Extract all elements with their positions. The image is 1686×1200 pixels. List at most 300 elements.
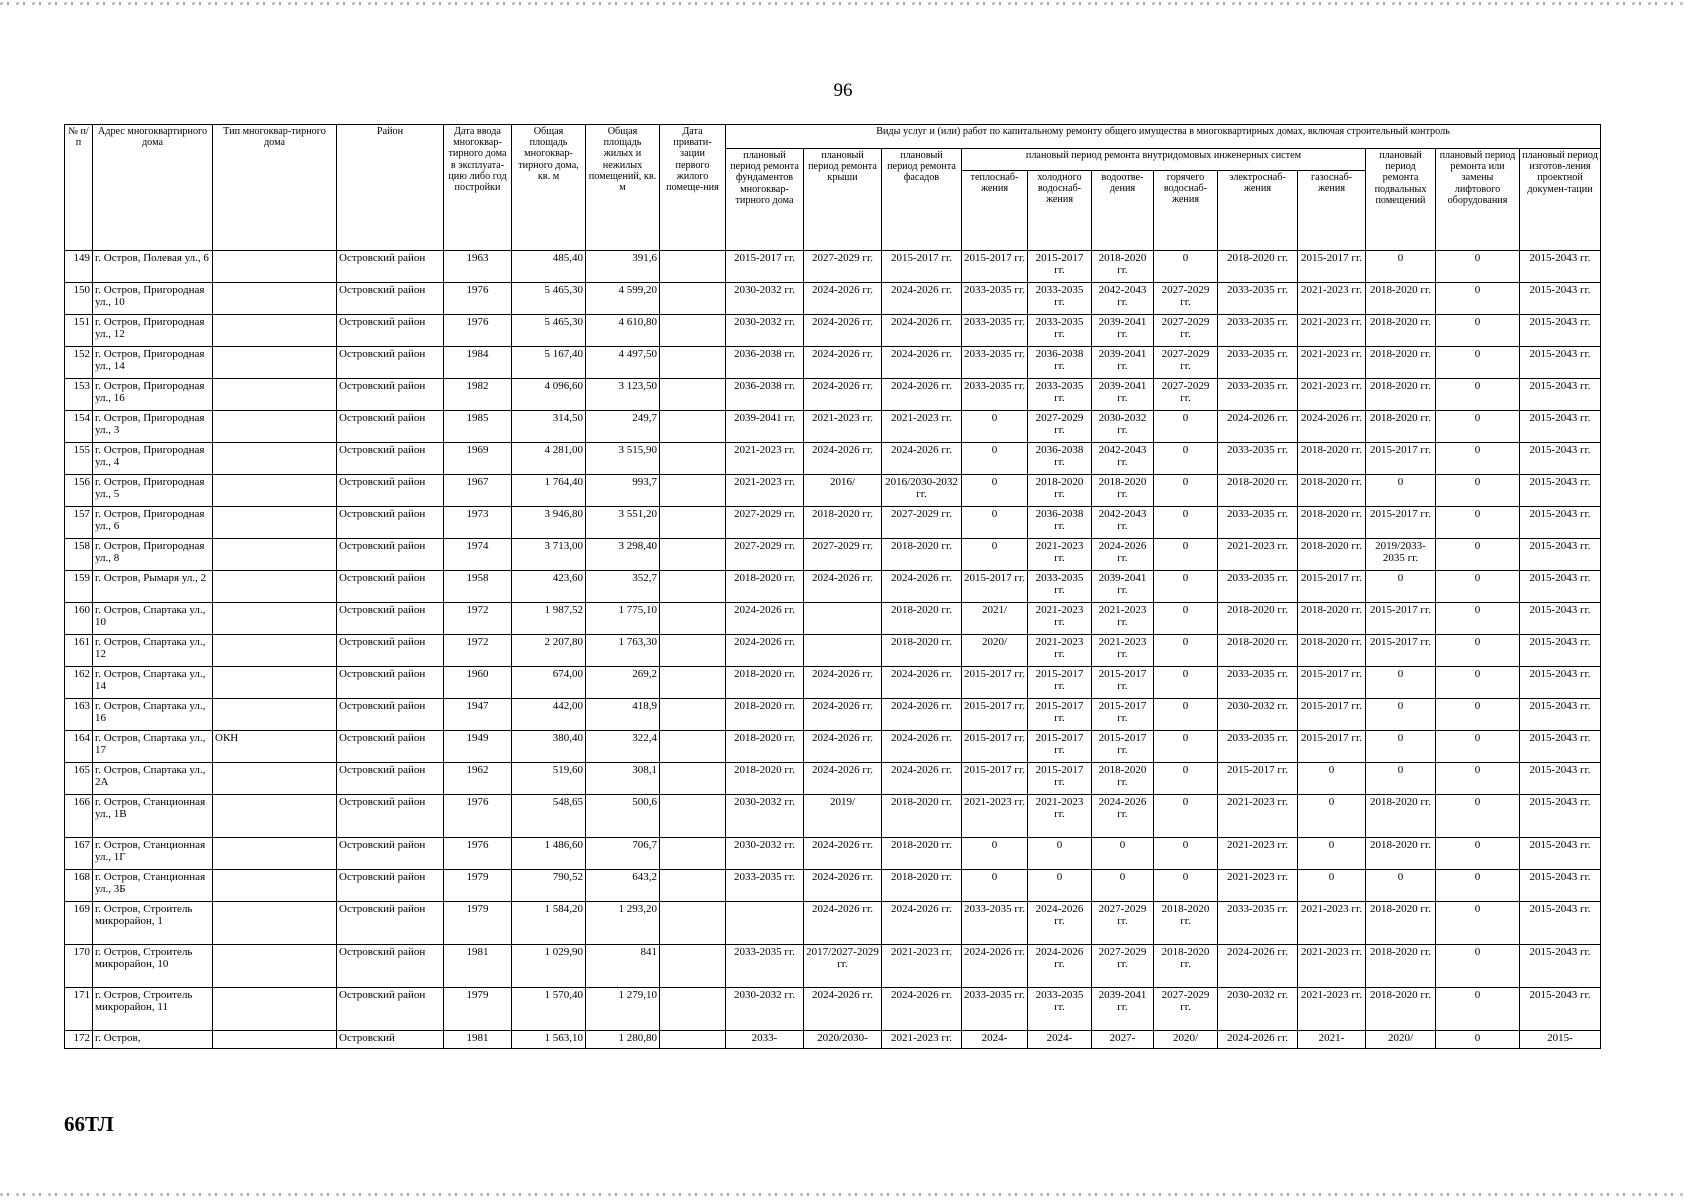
- cell-living-area: 993,7: [586, 475, 660, 507]
- header-hot-water: горячего водоснаб-жения: [1154, 171, 1218, 251]
- cell-foundation: 2030-2032 гг.: [726, 283, 804, 315]
- cell-district: Островский район: [337, 731, 444, 763]
- cell-electric: 2033-2035 гг.: [1218, 667, 1298, 699]
- cell-privatization-date: [660, 443, 726, 475]
- cell-privatization-date: [660, 379, 726, 411]
- cell-roof: 2024-2026 гг.: [804, 731, 882, 763]
- cell-commission-date: 1969: [444, 443, 512, 475]
- cell-heating: 2015-2017 гг.: [962, 667, 1028, 699]
- cell-design-docs: 2015-2043 гг.: [1520, 475, 1601, 507]
- cell-privatization-date: [660, 475, 726, 507]
- cell-basement: 2019/2033-2035 гг.: [1366, 539, 1436, 571]
- cell-foundation: 2030-2032 гг.: [726, 315, 804, 347]
- cell-privatization-date: [660, 763, 726, 795]
- cell-facade: 2016/2030-2032 гг.: [882, 475, 962, 507]
- cell-num: 170: [65, 945, 93, 988]
- header-systems-group: плановый период ремонта внутридомовых инженерных систем: [962, 149, 1366, 171]
- cell-design-docs: 2015-2043 гг.: [1520, 635, 1601, 667]
- cell-cold-water: 2036-2038 гг.: [1028, 507, 1092, 539]
- cell-heating: 2021/: [962, 603, 1028, 635]
- cell-living-area: 269,2: [586, 667, 660, 699]
- cell-gas: 2021-2023 гг.: [1298, 347, 1366, 379]
- cell-address: г. Остров, Пригородная ул., 16: [93, 379, 213, 411]
- cell-elevator: 0: [1436, 988, 1520, 1031]
- cell-heating: 2033-2035 гг.: [962, 283, 1028, 315]
- cell-total-area: 314,50: [512, 411, 586, 443]
- header-facade: плановый период ремонта фасадов: [882, 149, 962, 251]
- cell-hot-water: 0: [1154, 507, 1218, 539]
- cell-drainage: 2024-2026 гг.: [1092, 539, 1154, 571]
- cell-facade: 2018-2020 гг.: [882, 838, 962, 870]
- header-privatization-date: Дата привати-зации первого жилого помеще-ния: [660, 125, 726, 251]
- cell-electric: 2033-2035 гг.: [1218, 507, 1298, 539]
- cell-basement: 0: [1366, 731, 1436, 763]
- cell-basement: 2015-2017 гг.: [1366, 507, 1436, 539]
- cell-address: г. Остров, Станционная ул., 1Г: [93, 838, 213, 870]
- cell-electric: 2033-2035 гг.: [1218, 379, 1298, 411]
- cell-type: [213, 988, 337, 1031]
- cell-heating: 2033-2035 гг.: [962, 315, 1028, 347]
- cell-total-area: 485,40: [512, 251, 586, 283]
- header-drainage: водоотве-дения: [1092, 171, 1154, 251]
- cell-district: Островский район: [337, 945, 444, 988]
- cell-num: 160: [65, 603, 93, 635]
- cell-roof: 2019/: [804, 795, 882, 838]
- cell-total-area: 790,52: [512, 870, 586, 902]
- cell-facade: 2024-2026 гг.: [882, 699, 962, 731]
- cell-privatization-date: [660, 603, 726, 635]
- cell-drainage: 2015-2017 гг.: [1092, 667, 1154, 699]
- cell-basement: 0: [1366, 667, 1436, 699]
- cell-living-area: 643,2: [586, 870, 660, 902]
- table-row: [65, 699, 1601, 731]
- cell-foundation: 2039-2041 гг.: [726, 411, 804, 443]
- cell-heating: 0: [962, 475, 1028, 507]
- cell-heating: 2015-2017 гг.: [962, 699, 1028, 731]
- cell-commission-date: 1981: [444, 1031, 512, 1049]
- cell-basement: 2015-2017 гг.: [1366, 635, 1436, 667]
- cell-roof: 2024-2026 гг.: [804, 838, 882, 870]
- cell-cold-water: 2027-2029 гг.: [1028, 411, 1092, 443]
- cell-num: 153: [65, 379, 93, 411]
- cell-electric: 2024-2026 гг.: [1218, 1031, 1298, 1049]
- cell-foundation: 2018-2020 гг.: [726, 699, 804, 731]
- cell-facade: 2024-2026 гг.: [882, 315, 962, 347]
- table-row: [65, 635, 1601, 667]
- cell-elevator: 0: [1436, 507, 1520, 539]
- cell-foundation: 2021-2023 гг.: [726, 475, 804, 507]
- cell-district: Островский район: [337, 443, 444, 475]
- cell-elevator: 0: [1436, 838, 1520, 870]
- cell-facade: 2024-2026 гг.: [882, 763, 962, 795]
- cell-living-area: 418,9: [586, 699, 660, 731]
- cell-heating: 2024-: [962, 1031, 1028, 1049]
- cell-district: Островский район: [337, 603, 444, 635]
- cell-heating: 0: [962, 539, 1028, 571]
- cell-facade: 2024-2026 гг.: [882, 988, 962, 1031]
- cell-electric: 2033-2035 гг.: [1218, 443, 1298, 475]
- cell-commission-date: 1972: [444, 603, 512, 635]
- cell-heating: 0: [962, 870, 1028, 902]
- cell-living-area: 3 551,20: [586, 507, 660, 539]
- header-cold-water: холодного водоснаб-жения: [1028, 171, 1092, 251]
- cell-gas: 2018-2020 гг.: [1298, 443, 1366, 475]
- cell-drainage: 2027-: [1092, 1031, 1154, 1049]
- cell-facade: 2024-2026 гг.: [882, 571, 962, 603]
- cell-facade: 2024-2026 гг.: [882, 379, 962, 411]
- cell-hot-water: 0: [1154, 795, 1218, 838]
- cell-district: Островский район: [337, 347, 444, 379]
- cell-elevator: 0: [1436, 795, 1520, 838]
- cell-heating: 2015-2017 гг.: [962, 731, 1028, 763]
- cell-electric: 2018-2020 гг.: [1218, 251, 1298, 283]
- cell-district: Островский район: [337, 379, 444, 411]
- cell-hot-water: 0: [1154, 411, 1218, 443]
- cell-address: г. Остров, Пригородная ул., 6: [93, 507, 213, 539]
- cell-num: 156: [65, 475, 93, 507]
- cell-electric: 2024-2026 гг.: [1218, 945, 1298, 988]
- cell-drainage: 2042-2043 гг.: [1092, 507, 1154, 539]
- cell-foundation: 2036-2038 гг.: [726, 379, 804, 411]
- cell-commission-date: 1976: [444, 795, 512, 838]
- cell-privatization-date: [660, 870, 726, 902]
- table-row: [65, 988, 1601, 1031]
- cell-privatization-date: [660, 315, 726, 347]
- cell-heating: 0: [962, 443, 1028, 475]
- cell-facade: 2024-2026 гг.: [882, 731, 962, 763]
- cell-elevator: 0: [1436, 1031, 1520, 1049]
- cell-design-docs: 2015-2043 гг.: [1520, 795, 1601, 838]
- cell-total-area: 5 167,40: [512, 347, 586, 379]
- table-row: [65, 795, 1601, 838]
- cell-cold-water: 2033-2035 гг.: [1028, 283, 1092, 315]
- cell-gas: 2018-2020 гг.: [1298, 603, 1366, 635]
- cell-privatization-date: [660, 635, 726, 667]
- cell-district: Островский район: [337, 988, 444, 1031]
- cell-heating: 2024-2026 гг.: [962, 945, 1028, 988]
- cell-elevator: 0: [1436, 379, 1520, 411]
- header-basement: плановый период ремонта подвальных помещений: [1366, 149, 1436, 251]
- cell-num: 168: [65, 870, 93, 902]
- cell-num: 152: [65, 347, 93, 379]
- cell-basement: 2018-2020 гг.: [1366, 411, 1436, 443]
- cell-facade: 2015-2017 гг.: [882, 251, 962, 283]
- cell-drainage: 2027-2029 гг.: [1092, 945, 1154, 988]
- cell-elevator: 0: [1436, 283, 1520, 315]
- cell-design-docs: 2015-2043 гг.: [1520, 763, 1601, 795]
- cell-address: г. Остров, Рымаря ул., 2: [93, 571, 213, 603]
- cell-drainage: 2015-2017 гг.: [1092, 699, 1154, 731]
- cell-foundation: 2027-2029 гг.: [726, 507, 804, 539]
- cell-type: [213, 475, 337, 507]
- cell-gas: 2015-2017 гг.: [1298, 699, 1366, 731]
- cell-foundation: 2030-2032 гг.: [726, 988, 804, 1031]
- cell-facade: 2024-2026 гг.: [882, 902, 962, 945]
- header-heating: теплоснаб-жения: [962, 171, 1028, 251]
- cell-roof: 2027-2029 гг.: [804, 539, 882, 571]
- cell-hot-water: 0: [1154, 838, 1218, 870]
- cell-cold-water: 0: [1028, 838, 1092, 870]
- cell-hot-water: 0: [1154, 251, 1218, 283]
- cell-district: Островский район: [337, 635, 444, 667]
- cell-type: [213, 699, 337, 731]
- cell-elevator: 0: [1436, 603, 1520, 635]
- cell-drainage: 2027-2029 гг.: [1092, 902, 1154, 945]
- cell-type: [213, 603, 337, 635]
- cell-foundation: 2018-2020 гг.: [726, 731, 804, 763]
- cell-living-area: 352,7: [586, 571, 660, 603]
- cell-basement: 0: [1366, 571, 1436, 603]
- cell-heating: 2033-2035 гг.: [962, 347, 1028, 379]
- cell-type: [213, 902, 337, 945]
- cell-roof: 2020/2030-: [804, 1031, 882, 1049]
- cell-elevator: 0: [1436, 731, 1520, 763]
- cell-facade: 2024-2026 гг.: [882, 347, 962, 379]
- cell-elevator: 0: [1436, 315, 1520, 347]
- cell-design-docs: 2015-2043 гг.: [1520, 945, 1601, 988]
- cell-hot-water: 0: [1154, 731, 1218, 763]
- cell-cold-water: 2033-2035 гг.: [1028, 571, 1092, 603]
- cell-privatization-date: [660, 571, 726, 603]
- cell-address: г. Остров, Пригородная ул., 4: [93, 443, 213, 475]
- cell-electric: 2033-2035 гг.: [1218, 902, 1298, 945]
- cell-type: [213, 795, 337, 838]
- cell-design-docs: 2015-2043 гг.: [1520, 699, 1601, 731]
- cell-address: г. Остров, Пригородная ул., 5: [93, 475, 213, 507]
- cell-hot-water: 0: [1154, 763, 1218, 795]
- cell-commission-date: 1982: [444, 379, 512, 411]
- cell-num: 151: [65, 315, 93, 347]
- cell-num: 169: [65, 902, 93, 945]
- cell-commission-date: 1947: [444, 699, 512, 731]
- cell-num: 172: [65, 1031, 93, 1049]
- cell-district: Островский район: [337, 870, 444, 902]
- cell-type: [213, 379, 337, 411]
- cell-basement: 2018-2020 гг.: [1366, 838, 1436, 870]
- cell-elevator: 0: [1436, 443, 1520, 475]
- cell-commission-date: 1976: [444, 315, 512, 347]
- cell-drainage: 2015-2017 гг.: [1092, 731, 1154, 763]
- cell-commission-date: 1984: [444, 347, 512, 379]
- cell-num: 158: [65, 539, 93, 571]
- cell-foundation: 2033-: [726, 1031, 804, 1049]
- cell-electric: 2018-2020 гг.: [1218, 635, 1298, 667]
- cell-num: 163: [65, 699, 93, 731]
- header-roof: плановый период ремонта крыши: [804, 149, 882, 251]
- cell-living-area: 841: [586, 945, 660, 988]
- cell-privatization-date: [660, 731, 726, 763]
- cell-electric: 2021-2023 гг.: [1218, 795, 1298, 838]
- cell-district: Островский район: [337, 838, 444, 870]
- cell-num: 150: [65, 283, 93, 315]
- header-elevator: плановый период ремонта или замены лифтового оборудования: [1436, 149, 1520, 251]
- page-number: 96: [833, 80, 853, 101]
- cell-address: г. Остров, Спартака ул., 16: [93, 699, 213, 731]
- table-row: [65, 475, 1601, 507]
- cell-design-docs: 2015-2043 гг.: [1520, 347, 1601, 379]
- cell-commission-date: 1960: [444, 667, 512, 699]
- cell-gas: 2021-2023 гг.: [1298, 988, 1366, 1031]
- cell-foundation: 2036-2038 гг.: [726, 347, 804, 379]
- cell-heating: 2015-2017 гг.: [962, 571, 1028, 603]
- cell-foundation: 2027-2029 гг.: [726, 539, 804, 571]
- cell-design-docs: 2015-2043 гг.: [1520, 251, 1601, 283]
- cell-cold-water: 2036-2038 гг.: [1028, 347, 1092, 379]
- cell-roof: 2024-2026 гг.: [804, 699, 882, 731]
- cell-type: [213, 507, 337, 539]
- cell-type: [213, 571, 337, 603]
- cell-design-docs: 2015-2043 гг.: [1520, 838, 1601, 870]
- cell-facade: 2024-2026 гг.: [882, 283, 962, 315]
- cell-foundation: [726, 902, 804, 945]
- cell-roof: 2016/: [804, 475, 882, 507]
- cell-address: г. Остров, Строитель микрорайон, 11: [93, 988, 213, 1031]
- cell-design-docs: 2015-2043 гг.: [1520, 379, 1601, 411]
- cell-heating: 2021-2023 гг.: [962, 795, 1028, 838]
- cell-design-docs: 2015-2043 гг.: [1520, 667, 1601, 699]
- cell-privatization-date: [660, 795, 726, 838]
- cell-address: г. Остров,: [93, 1031, 213, 1049]
- cell-electric: 2033-2035 гг.: [1218, 315, 1298, 347]
- cell-hot-water: 0: [1154, 870, 1218, 902]
- cell-privatization-date: [660, 667, 726, 699]
- cell-design-docs: 2015-2043 гг.: [1520, 603, 1601, 635]
- cell-total-area: 1 570,40: [512, 988, 586, 1031]
- cell-gas: 0: [1298, 763, 1366, 795]
- cell-facade: 2018-2020 гг.: [882, 603, 962, 635]
- cell-hot-water: 2027-2029 гг.: [1154, 379, 1218, 411]
- cell-cold-water: 2015-2017 гг.: [1028, 699, 1092, 731]
- cell-cold-water: 2033-2035 гг.: [1028, 379, 1092, 411]
- cell-drainage: 2039-2041 гг.: [1092, 379, 1154, 411]
- header-living-area: Общая площадь жилых и нежилых помещений, кв. м: [586, 125, 660, 251]
- cell-design-docs: 2015-2043 гг.: [1520, 443, 1601, 475]
- scan-artifact-top: [0, 2, 1686, 5]
- cell-heating: 0: [962, 411, 1028, 443]
- cell-design-docs: 2015-2043 гг.: [1520, 315, 1601, 347]
- cell-hot-water: 0: [1154, 667, 1218, 699]
- cell-living-area: 4 497,50: [586, 347, 660, 379]
- cell-type: [213, 443, 337, 475]
- cell-living-area: 500,6: [586, 795, 660, 838]
- cell-hot-water: 2018-2020 гг.: [1154, 902, 1218, 945]
- cell-electric: 2033-2035 гг.: [1218, 283, 1298, 315]
- cell-foundation: 2015-2017 гг.: [726, 251, 804, 283]
- cell-electric: 2018-2020 гг.: [1218, 475, 1298, 507]
- cell-roof: 2024-2026 гг.: [804, 283, 882, 315]
- cell-gas: 0: [1298, 838, 1366, 870]
- cell-total-area: 2 207,80: [512, 635, 586, 667]
- cell-foundation: 2018-2020 гг.: [726, 763, 804, 795]
- cell-electric: 2021-2023 гг.: [1218, 838, 1298, 870]
- cell-foundation: 2018-2020 гг.: [726, 571, 804, 603]
- cell-address: г. Остров, Спартака ул., 14: [93, 667, 213, 699]
- cell-drainage: 2018-2020 гг.: [1092, 763, 1154, 795]
- header-foundation: плановый период ремонта фундаментов многоквар-тирного дома: [726, 149, 804, 251]
- cell-privatization-date: [660, 988, 726, 1031]
- cell-hot-water: 2027-2029 гг.: [1154, 988, 1218, 1031]
- cell-gas: 2021-2023 гг.: [1298, 379, 1366, 411]
- cell-design-docs: 2015-2043 гг.: [1520, 902, 1601, 945]
- cell-address: г. Остров, Строитель микрорайон, 1: [93, 902, 213, 945]
- cell-foundation: 2033-2035 гг.: [726, 945, 804, 988]
- cell-living-area: 308,1: [586, 763, 660, 795]
- table-row: [65, 945, 1601, 988]
- cell-num: 165: [65, 763, 93, 795]
- cell-heating: 2033-2035 гг.: [962, 988, 1028, 1031]
- table-row: [65, 347, 1601, 379]
- cell-elevator: 0: [1436, 635, 1520, 667]
- cell-design-docs: 2015-: [1520, 1031, 1601, 1049]
- cell-gas: 2018-2020 гг.: [1298, 475, 1366, 507]
- cell-heating: 2015-2017 гг.: [962, 251, 1028, 283]
- cell-basement: 2015-2017 гг.: [1366, 443, 1436, 475]
- cell-basement: 2018-2020 гг.: [1366, 902, 1436, 945]
- cell-hot-water: 0: [1154, 699, 1218, 731]
- cell-drainage: 2021-2023 гг.: [1092, 603, 1154, 635]
- cell-heating: 0: [962, 838, 1028, 870]
- cell-heating: 0: [962, 507, 1028, 539]
- header-type: Тип многоквар-тирного дома: [213, 125, 337, 251]
- cell-district: Островский район: [337, 763, 444, 795]
- cell-electric: 2033-2035 гг.: [1218, 731, 1298, 763]
- cell-roof: 2024-2026 гг.: [804, 379, 882, 411]
- cell-basement: 0: [1366, 251, 1436, 283]
- cell-facade: 2018-2020 гг.: [882, 870, 962, 902]
- table-row: [65, 731, 1601, 763]
- cell-district: Островский район: [337, 283, 444, 315]
- cell-design-docs: 2015-2043 гг.: [1520, 411, 1601, 443]
- cell-design-docs: 2015-2043 гг.: [1520, 870, 1601, 902]
- cell-drainage: 2024-2026 гг.: [1092, 795, 1154, 838]
- cell-foundation: 2018-2020 гг.: [726, 667, 804, 699]
- cell-total-area: 5 465,30: [512, 283, 586, 315]
- cell-elevator: 0: [1436, 475, 1520, 507]
- cell-electric: 2021-2023 гг.: [1218, 870, 1298, 902]
- cell-privatization-date: [660, 507, 726, 539]
- cell-privatization-date: [660, 1031, 726, 1049]
- cell-hot-water: 2027-2029 гг.: [1154, 315, 1218, 347]
- cell-facade: 2024-2026 гг.: [882, 667, 962, 699]
- cell-electric: 2033-2035 гг.: [1218, 347, 1298, 379]
- cell-total-area: 1 563,10: [512, 1031, 586, 1049]
- cell-address: г. Остров, Спартака ул., 10: [93, 603, 213, 635]
- cell-privatization-date: [660, 945, 726, 988]
- cell-basement: 0: [1366, 763, 1436, 795]
- cell-district: Островский район: [337, 571, 444, 603]
- cell-basement: 2018-2020 гг.: [1366, 315, 1436, 347]
- cell-commission-date: 1974: [444, 539, 512, 571]
- cell-cold-water: 2021-2023 гг.: [1028, 603, 1092, 635]
- cell-district: Островский район: [337, 507, 444, 539]
- cell-gas: 0: [1298, 870, 1366, 902]
- cell-living-area: 1 279,10: [586, 988, 660, 1031]
- cell-gas: 0: [1298, 795, 1366, 838]
- cell-gas: 2018-2020 гг.: [1298, 507, 1366, 539]
- cell-living-area: 706,7: [586, 838, 660, 870]
- cell-design-docs: 2015-2043 гг.: [1520, 507, 1601, 539]
- cell-total-area: 5 465,30: [512, 315, 586, 347]
- cell-gas: 2015-2017 гг.: [1298, 667, 1366, 699]
- cell-living-area: 3 123,50: [586, 379, 660, 411]
- cell-commission-date: 1967: [444, 475, 512, 507]
- cell-total-area: 4 281,00: [512, 443, 586, 475]
- cell-electric: 2030-2032 гг.: [1218, 988, 1298, 1031]
- cell-roof: 2024-2026 гг.: [804, 667, 882, 699]
- cell-cold-water: 0: [1028, 870, 1092, 902]
- cell-roof: 2024-2026 гг.: [804, 315, 882, 347]
- cell-type: [213, 635, 337, 667]
